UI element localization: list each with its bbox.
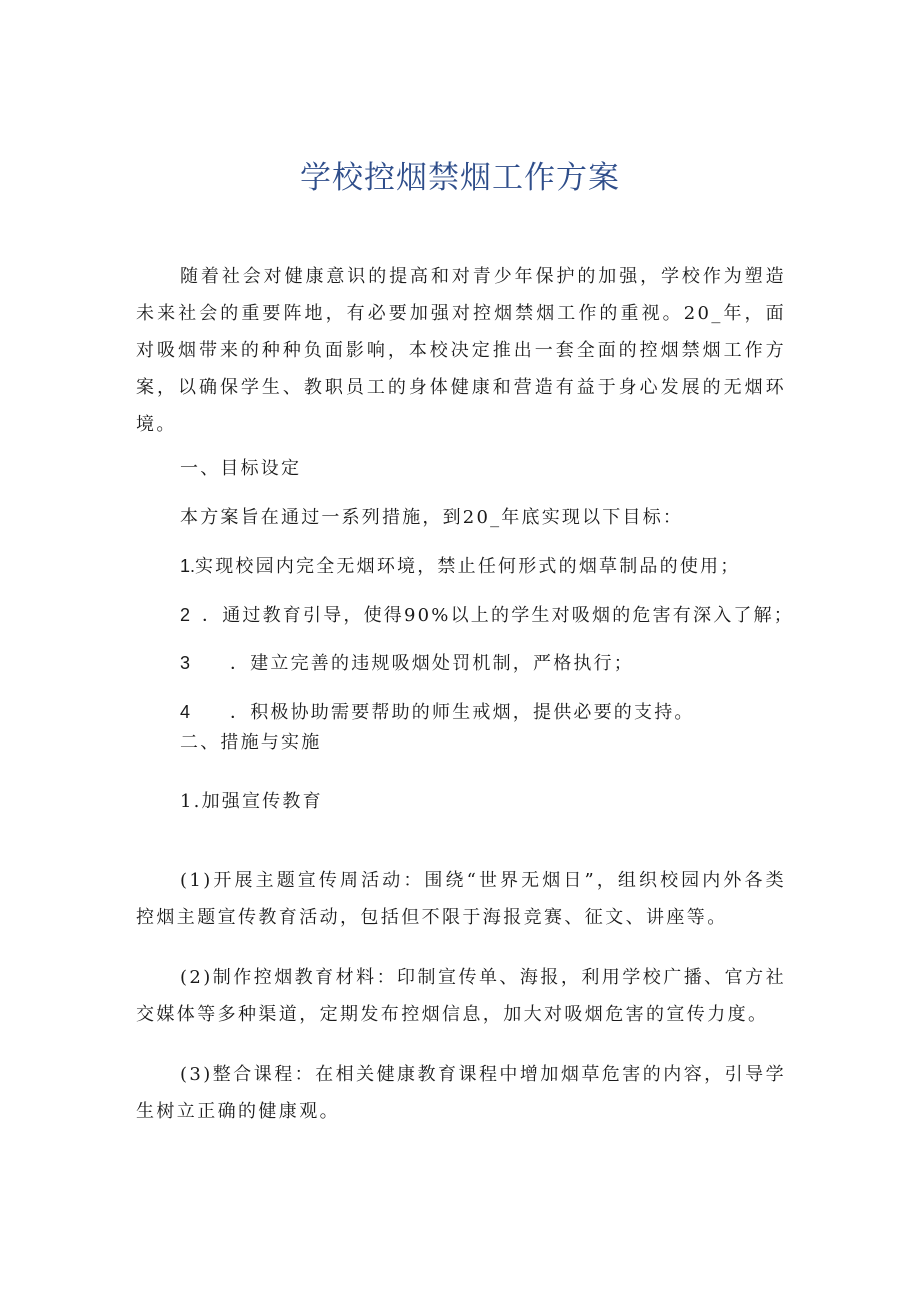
intro-paragraph: 随着社会对健康意识的提高和对青少年保护的加强，学校作为塑造未来社会的重要阵地，有必要加强对控烟禁烟工作的重视。20_年，面对吸烟带来的种种负面影响，本校决定推出一套全面的控烟禁烟工作方案，以确保学生、教职员工的身体健康和营造有益于身心发展的无烟环境。	[136, 266, 786, 435]
goal-number: 2	[180, 605, 191, 625]
section2-subheading: 1.加强宣传教育	[180, 791, 323, 812]
section2-heading: 二、措施与实施	[180, 732, 322, 753]
goal-item-3	[180, 649, 634, 678]
goal-number: 4	[180, 702, 191, 722]
goal-text: 实现校园内完全无烟环境，禁止任何形式的烟草制品的使用；	[195, 556, 741, 577]
document-title: 学校控烟禁烟工作方案	[300, 160, 620, 196]
goal-text: ．建立完善的违规吸烟处罚机制，严格执行；	[230, 653, 634, 674]
goal-item-1	[180, 552, 740, 581]
measure-item-3: (3)整合课程：在相关健康教育课程中增加烟草危害的内容，引导学生树立正确的健康观。	[136, 1064, 786, 1122]
goal-text: ．通过教育引导，使得90%以上的学生对吸烟的危害有深入了解；	[202, 605, 795, 626]
goal-text: ．积极协助需要帮助的师生戒烟，提供必要的支持。	[230, 702, 695, 723]
section1-lead: 本方案旨在通过一系列措施，到20_年底实现以下目标：	[180, 507, 684, 528]
measure-item-2: (2)制作控烟教育材料：印制宣传单、海报，利用学校广播、官方社交媒体等多种渠道，定期发布控烟信息，加大对吸烟危害的宣传力度。	[136, 967, 786, 1025]
measure-item-1: (1)开展主题宣传周活动：围绕“世界无烟日”，组织校园内外各类控烟主题宣传教育活动，包括但不限于海报竞赛、征文、讲座等。	[136, 870, 786, 928]
goal-item-4	[180, 698, 695, 727]
goal-item-2	[180, 601, 794, 630]
goal-number: 1.	[180, 556, 196, 576]
goal-number: 3	[180, 653, 191, 673]
section1-heading: 一、目标设定	[180, 458, 302, 479]
